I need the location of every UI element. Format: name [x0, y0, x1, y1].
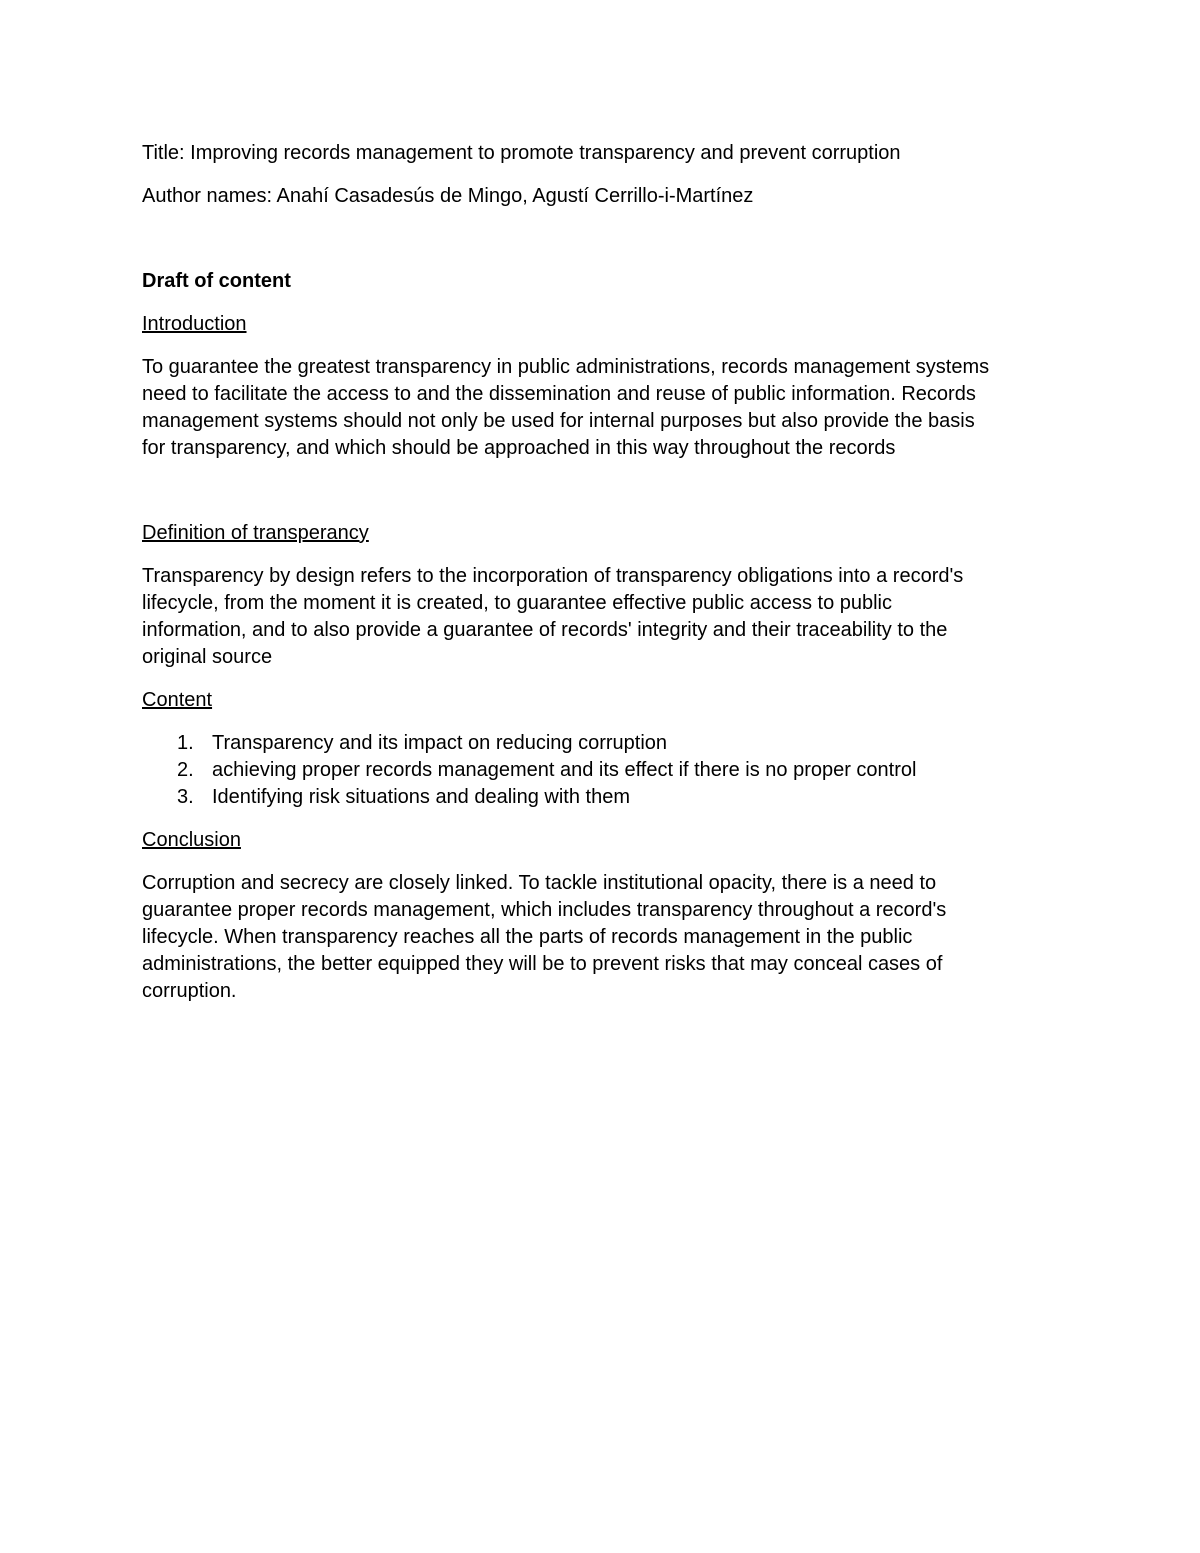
paragraph-line: for transparency, and which should be approached in this way throughout the records — [142, 437, 896, 459]
definition-paragraph — [142, 563, 1072, 671]
list-item — [142, 784, 1072, 811]
draft-heading: Draft of content — [142, 270, 291, 292]
document-page — [142, 140, 1072, 1005]
paragraph-line: lifecycle. When transparency reaches all the parts of records management in the public — [142, 926, 913, 948]
spacer — [142, 671, 1072, 687]
introduction-paragraph — [142, 354, 1072, 462]
paragraph-line: Corruption and secrecy are closely linked. To tackle institutional opacity, there is a need to — [142, 872, 937, 894]
introduction-heading: Introduction — [142, 313, 247, 335]
list-number: 2. — [177, 759, 194, 781]
paragraph-line: To guarantee the greatest transparency in public administrations, records management systems — [142, 356, 990, 378]
list-item-text: achieving proper records management and its effect if there is no proper control — [212, 759, 917, 781]
conclusion-paragraph — [142, 870, 1072, 1005]
paragraph-line: guarantee proper records management, which includes transparency throughout a record's — [142, 899, 947, 921]
paragraph-line: Transparency by design refers to the incorporation of transparency obligations into a record's — [142, 565, 964, 587]
paragraph-line: need to facilitate the access to and the dissemination and reuse of public information. Records — [142, 383, 976, 405]
spacer — [142, 811, 1072, 827]
paragraph-line: lifecycle, from the moment it is created, to guarantee effective public access to public — [142, 592, 892, 614]
list-item — [142, 757, 1072, 784]
paragraph-line: original source — [142, 646, 273, 668]
author-names: Author names: Anahí Casadesús de Mingo, Agustí Cerrillo-i-Martínez — [142, 185, 754, 207]
definition-heading: Definition of transperancy — [142, 522, 369, 544]
paragraph-line: information, and to also provide a guarantee of records' integrity and their traceability to the — [142, 619, 948, 641]
list-number: 3. — [177, 786, 194, 808]
conclusion-heading: Conclusion — [142, 829, 241, 851]
list-item — [142, 730, 1072, 757]
paragraph-line: administrations, the better equipped they will be to prevent risks that may conceal cases of — [142, 953, 943, 975]
paragraph-line: management systems should not only be used for internal purposes but also provide the basis — [142, 410, 975, 432]
paragraph-line: corruption. — [142, 980, 237, 1002]
list-item-text: Transparency and its impact on reducing corruption — [212, 732, 668, 754]
list-number: 1. — [177, 732, 194, 754]
spacer — [142, 462, 1072, 520]
document-title: Title: Improving records management to promote transparency and prevent corruption — [142, 142, 901, 164]
list-item-text: Identifying risk situations and dealing with them — [212, 786, 631, 808]
content-list — [142, 730, 1072, 811]
content-heading: Content — [142, 689, 213, 711]
